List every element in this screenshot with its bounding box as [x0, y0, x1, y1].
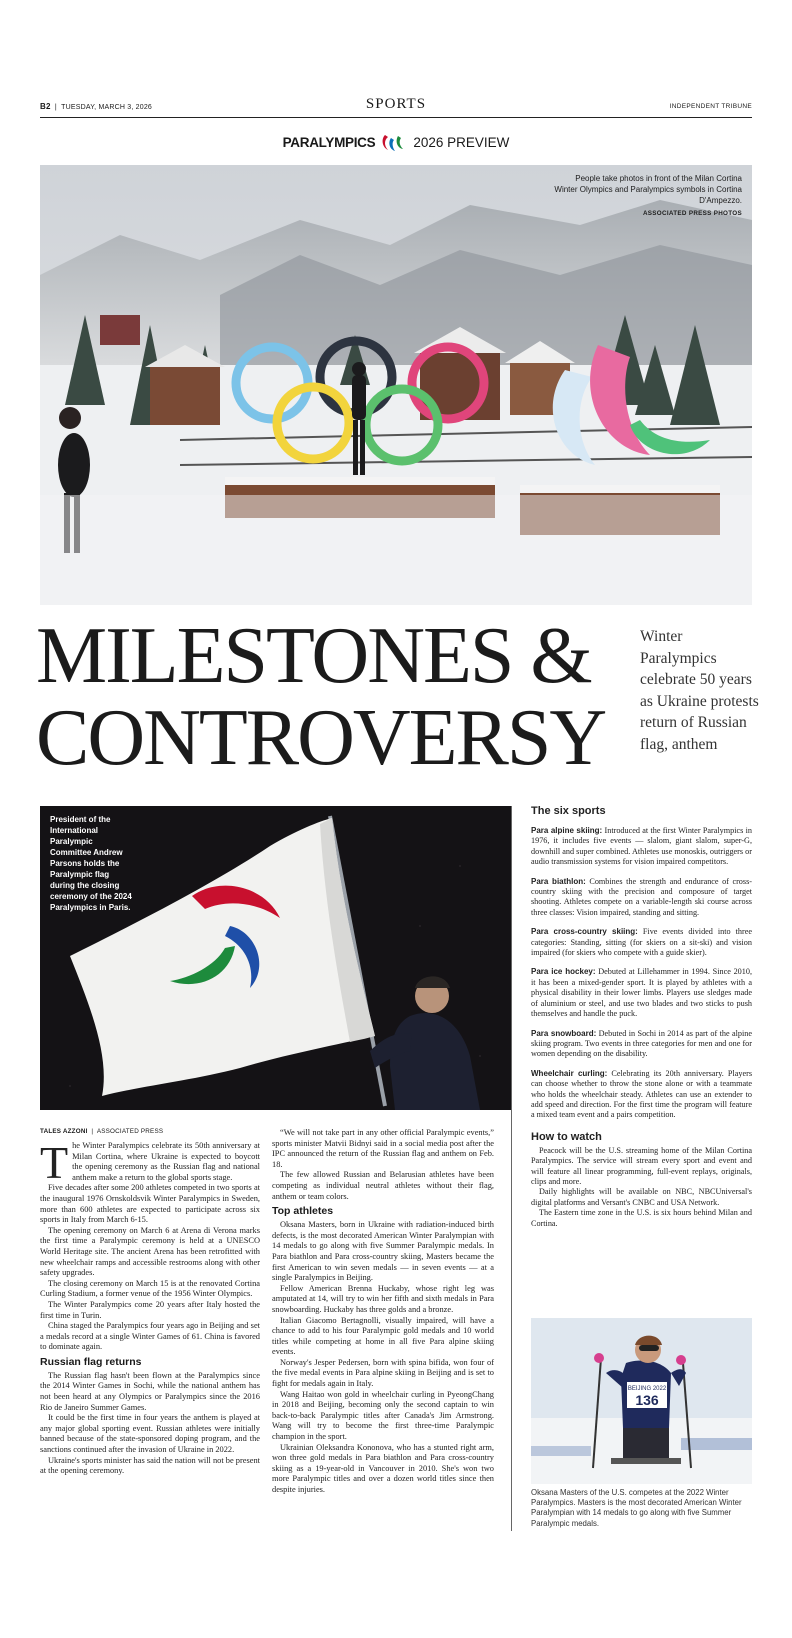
hero-photo-credit: ASSOCIATED PRESS PHOTOS — [642, 210, 742, 217]
article-paragraph: Wang Haitao won gold in wheelchair curling in PyeongChang in 2018 and Beijing, becoming only the second captain to win back-to-back Paralympic titles after Canada's Jim Armstrong. Wang will try to become the first three-time Paralympic champion in the sport. — [272, 1389, 494, 1442]
article-paragraph: Italian Giacomo Bertagnolli, visually impaired, will have a chance to add to his four Paralympic gold medals and 10 world titles while competing at home in all five Para alpine skiing events. — [272, 1315, 494, 1357]
sidebar-title: The six sports — [531, 805, 606, 817]
issue-date: TUESDAY, MARCH 3, 2026 — [61, 104, 153, 111]
headline-line-1: MILESTONES & — [36, 612, 591, 700]
oksana-masters-photo — [531, 1318, 752, 1484]
section-name: SPORTS — [365, 96, 427, 112]
article-paragraph: Five decades after some 200 athletes competed in two sports at the inaugural 1976 Ornskoldsvik Winter Paralympics in Sweden, more than 600 athletes are expected to participate across six sports in Italy from March 6-15. — [40, 1183, 260, 1225]
dropcap: T — [40, 1137, 69, 1188]
article-column-2 — [272, 1128, 494, 1496]
sport-text: Debuted in Sochi in 2014 as part of the alpine skiing program. Two events in three categories for men and one for women depending on the disability. — [531, 1028, 752, 1059]
byline: TALES AZZONI | ASSOCIATED PRESS — [40, 1128, 164, 1135]
sport-item — [531, 1029, 752, 1060]
how-to-watch-title: How to watch — [531, 1130, 602, 1143]
sport-name: Para cross-country skiing: — [531, 927, 638, 937]
kicker-label: PARALYMPICS — [282, 134, 376, 150]
how-to-watch — [531, 1130, 752, 1229]
deck: Winter Paralympics celebrate 50 years as Ukraine protests return of Russian flag, anthem — [640, 628, 759, 753]
subhead-russian-flag: Russian flag returns — [40, 1355, 142, 1368]
headline-line-2: CONTROVERSY — [36, 694, 606, 782]
sport-item — [531, 877, 752, 919]
flag-caption: President of the International Paralympic Committee Andrew Parsons holds the Paralympic flag during the closing ceremony of the 2024 Paralympics in Paris. — [50, 815, 132, 912]
skier-caption: Oksana Masters of the U.S. competes at the 2022 Winter Paralympics. Masters is the most decorated American Winter Paralympian with 14 medals to go along with five Summer Paralympic medals. — [531, 1488, 742, 1528]
folio-page-date: B2 | TUESDAY, MARCH 3, 2026 — [40, 102, 153, 111]
article-paragraph: Fellow American Brenna Huckaby, whose right leg was amputated at 14, will try to win her fifth and sixth medals in Para snowboarding. Huckaby has three golds and a bronze. — [272, 1283, 494, 1314]
article-paragraph: The Russian flag hasn't been flown at the Paralympics since the 2014 Winter Games in Sochi, while the national anthem has not been heard at any Olympics or Paralympics since the 2016 Rio de Janeiro Summer Games. — [40, 1370, 260, 1412]
sport-item — [531, 826, 752, 868]
kicker-sub: 2026 PREVIEW — [413, 134, 510, 150]
article-paragraph: he Winter Paralympics celebrate its 50th anniversary at Milan Cortina, where Ukraine is expected to boycott the opening ceremony as the Russian flag and national anthem make a return to the global sports stage. — [72, 1141, 260, 1182]
paralympic-agitos-icon — [379, 131, 409, 153]
flag-photo — [40, 806, 512, 1110]
article-paragraph: Ukrainian Oleksandra Kononova, who has a stunted right arm, won three gold medals in Para biathlon and Para cross-country skiing as a 19-year-old in Vancouver in 2010. She's won two more Paralympic titles and over a dozen world titles since then despite injuries. — [272, 1442, 494, 1494]
section-kicker — [0, 131, 792, 153]
article-paragraph: The few allowed Russian and Belarusian athletes have been competing as individual neutral athletes without their flag, anthem or team colors. — [272, 1170, 494, 1201]
watch-paragraph: The Eastern time zone in the U.S. is six hours behind Milan and Cortina. — [531, 1208, 752, 1228]
sport-text: Introduced at the first Winter Paralympics in 1976, it includes five events — slalom, giant slalom, super-G, downhill and super combined. Athletes use monoskis, outriggers or audio transmission systems for vision impaired competitors. — [531, 826, 752, 867]
folio-divider — [40, 117, 752, 118]
article-paragraph: The closing ceremony on March 15 is at the renovated Cortina Curling Stadium, a former venue of the 1956 Winter Olympics. — [40, 1278, 260, 1299]
watch-paragraph: Daily highlights will be available on NBC, NBCUniversal's digital platforms and Versant's CNBC and USA Network. — [531, 1187, 752, 1207]
sport-name: Wheelchair curling: — [531, 1068, 608, 1078]
bib-number: 136 — [635, 1392, 659, 1408]
sidebar-six-sports — [531, 804, 752, 1229]
sport-text: Celebrating its 20th anniversary. Players can choose whether to throw the stone alone or with a teammate who holds the wheelchair steady. Athletes can use an extender to add speed and direction. For the first time the program will feature a mixed team event and a pairs competition. — [531, 1068, 753, 1120]
sport-item — [531, 1069, 752, 1121]
article-paragraph: Ukraine's sports minister has said the nation will not be present at the opening ceremony. — [40, 1455, 260, 1476]
hero-photo — [40, 165, 752, 605]
article-paragraph: Oksana Masters, born in Ukraine with radiation-induced birth defects, is the most decorated American Winter Paralympian with 14 medals to go along with five Summer Paralympic medals. In Para biathlon and Para cross-country skiing, Masters became the first American to win seven medals — in seven events — at a single Paralympics in Beijing. — [272, 1220, 494, 1283]
column-divider — [511, 806, 512, 1531]
bib-event-text: BEIJING 2022 — [627, 1386, 667, 1392]
page-number: B2 — [40, 102, 51, 111]
watch-paragraph: Peacock will be the U.S. streaming home of the Milan Cortina Paralympics. The service will stream every sport and event and will feature all linear programming, full-event replays, originals, clips and more. — [531, 1145, 752, 1186]
skier-photo — [531, 1318, 752, 1484]
hero-caption-text: People take photos in front of the Milan Cortina Winter Olympics and Paralympics symbols in Cortina D'Ampezzo. — [554, 174, 742, 205]
article-paragraph: China staged the Paralympics four years ago in Beijing and set a medals record at a single Winter Games of 61. China is favored to dominate again. — [40, 1321, 260, 1352]
paper-name: INDEPENDENT TRIBUNE — [669, 103, 752, 110]
sport-name: Para biathlon: — [531, 876, 586, 886]
article-column-1 — [40, 1137, 260, 1477]
hero-caption — [552, 173, 742, 219]
sport-text: Combines the strength and endurance of cross-country skiing with the precision and composure of target shooting. Athletes compete on a variable-length ski course across three classes: Vision impaired, standing and sitting. — [531, 876, 753, 917]
article-paragraph: “We will not take part in any other official Paralympic events,” sports minister Matvii Bidnyi said in a social media post after the IPC announced the return of the Russian flag and anthem on Feb. 18. — [272, 1128, 494, 1169]
sport-text: Debuted at Lillehammer in 1994. Since 2010, it has been a mixed-gender sport. It is played by athletes with a physical disability in their lower limbs. Players use sledges made of aluminium or steel, and use two blades and two sticks to push themselves and handle the puck. — [531, 967, 752, 1019]
sport-name: Para ice hockey: — [531, 967, 596, 977]
article-paragraph: The opening ceremony on March 6 at Arena di Verona marks the first time a Paralympic ceremony is held at a UNESCO World Heritage site. The ancient Arena has been retrofitted with new wheelchair ramps and accessible restrooms along with other safety upgrades. — [40, 1225, 260, 1278]
headline — [36, 612, 636, 782]
article-paragraph: Norway's Jesper Pedersen, born with spina bifida, won four of the five medal events in Para alpine skiing in Beijing and is set to fight for medals again in Italy. — [272, 1357, 494, 1389]
sport-name: Para alpine skiing: — [531, 826, 603, 835]
cortina-rings-photo — [40, 165, 752, 605]
sport-item — [531, 927, 752, 958]
sport-name: Para snowboard: — [531, 1028, 597, 1038]
byline-author: TALES AZZONI — [40, 1128, 88, 1135]
sport-item — [531, 967, 752, 1019]
byline-org: ASSOCIATED PRESS — [96, 1128, 164, 1135]
article-paragraph: The Winter Paralympics come 20 years after Italy hosted the first time in Turin. — [40, 1299, 260, 1320]
sport-text: Five events divided into three categories: Standing, sitting (for skiers on a sit-ski) and vision impaired (for skiers who compete with a guide skier). — [531, 927, 753, 958]
article-paragraph: It could be the first time in four years the anthem is played at any major global sporting event. Russian athletes were initially banned because of the state-sponsored doping program, and the sanctions continued after the invasion of Ukraine in 2022. — [40, 1413, 260, 1455]
subhead-top-athletes: Top athletes — [272, 1205, 334, 1218]
